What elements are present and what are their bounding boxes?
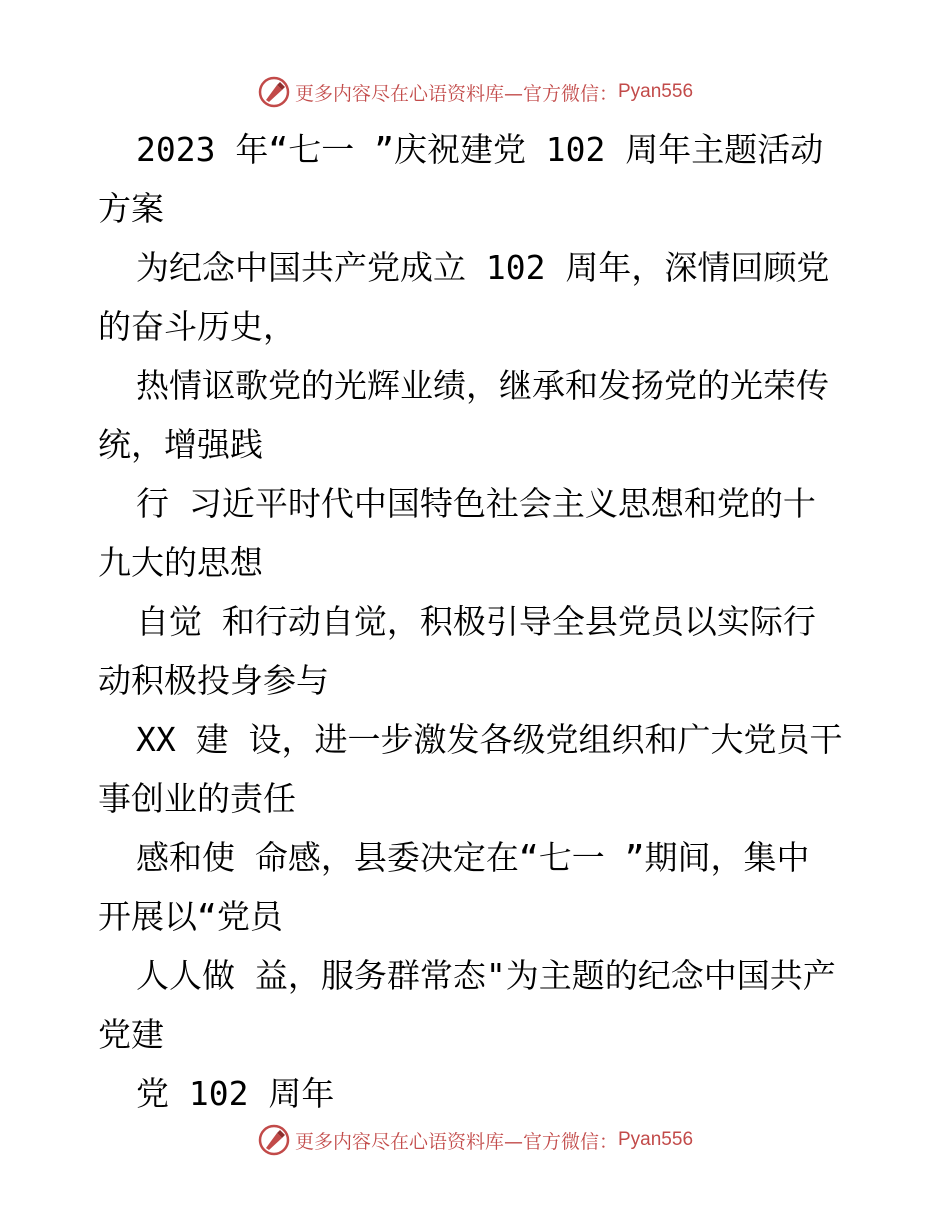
wechat-id: Pyan556: [618, 1129, 694, 1150]
doc-paragraph-line: 开展以“党员: [98, 897, 283, 936]
doc-paragraph-line: 人人做 益，服务群常态"为主题的纪念中国共产: [136, 956, 836, 995]
wechat-id: Pyan556: [618, 81, 694, 102]
doc-paragraph-line: 自觉 和行动自觉，积极引导全县党员以实际行: [136, 602, 816, 641]
doc-paragraph-line: 九大的思想: [98, 543, 263, 582]
doc-title-line-1: 2023 年“七一 ”庆祝建党 102 周年主题活动: [136, 130, 824, 169]
header-watermark: [0, 72, 950, 112]
doc-paragraph-line: 统，增强践: [98, 425, 263, 464]
doc-paragraph-line: 党建: [98, 1015, 164, 1054]
doc-paragraph-line: XX 建 设，进一步激发各级党组织和广大党员干: [136, 720, 843, 759]
pen-nib-seal-icon: [257, 1123, 291, 1157]
watermark-separator: —官方微信：: [503, 1130, 618, 1153]
doc-paragraph-line: 的奋斗历史，: [98, 307, 296, 346]
footer-watermark: [0, 1120, 950, 1160]
pen-nib-seal-icon: [257, 75, 291, 109]
doc-paragraph-line: 行 习近平时代中国特色社会主义思想和党的十: [136, 484, 816, 523]
doc-title-line-2: 方案: [98, 189, 164, 228]
doc-paragraph-line: 热情讴歌党的光辉业绩，继承和发扬党的光荣传: [136, 366, 829, 405]
doc-paragraph-line: 为纪念中国共产党成立 102 周年，深情回顾党: [136, 248, 830, 287]
watermark-separator: —官方微信：: [503, 82, 618, 105]
doc-paragraph-line: 感和使 命感，县委决定在“七一 ”期间，集中: [136, 838, 810, 877]
watermark-text: 更多内容尽在心语资料库: [294, 1130, 504, 1153]
document-body: [98, 120, 858, 1123]
doc-paragraph-line: 动积极投身参与: [98, 661, 329, 700]
doc-paragraph-line: 事创业的责任: [98, 779, 296, 818]
watermark-text: 更多内容尽在心语资料库: [294, 82, 504, 105]
doc-paragraph-line: 党 102 周年: [136, 1074, 335, 1113]
